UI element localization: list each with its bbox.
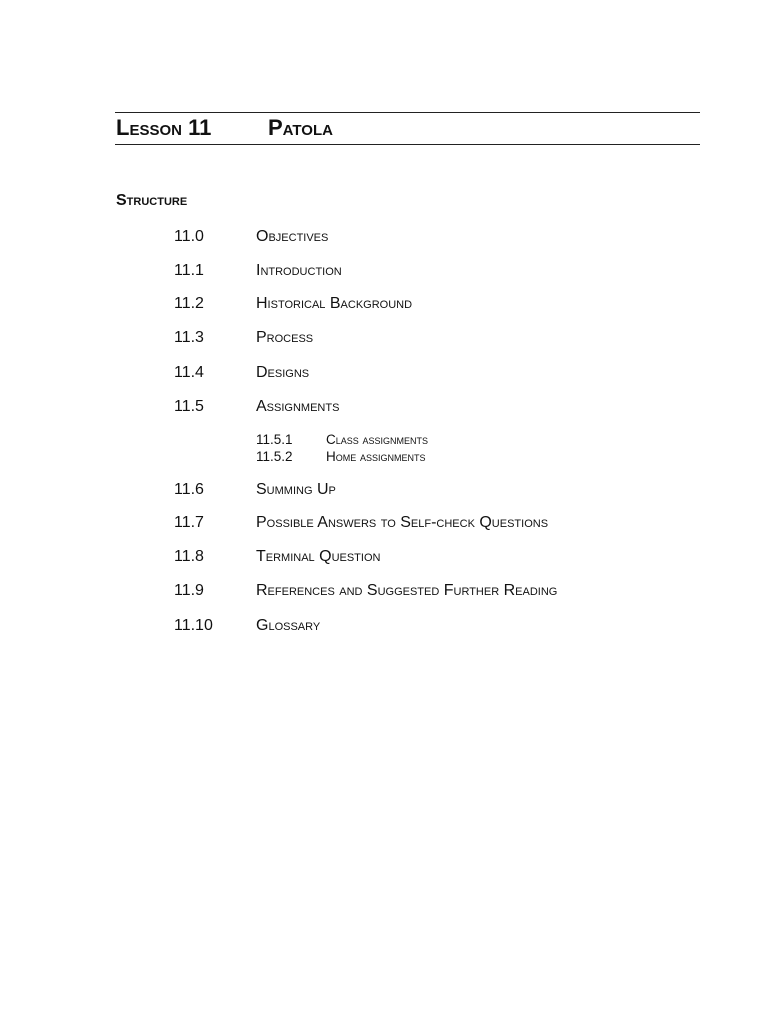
toc-item-number: 11.5 xyxy=(174,398,204,415)
toc-item-title: Introduction xyxy=(256,262,342,279)
toc-item-title: Glossary xyxy=(256,617,321,634)
lesson-heading xyxy=(116,113,333,143)
toc-item-number: 11.8 xyxy=(174,548,204,565)
toc-item-number: 11.10 xyxy=(174,617,213,634)
toc-subitem-class-assignments xyxy=(256,431,428,448)
toc-item-number: 11.9 xyxy=(174,582,204,599)
toc-item-summing-up xyxy=(174,479,336,501)
toc-item-title: Objectives xyxy=(256,228,329,245)
lesson-title: Patola xyxy=(268,115,333,140)
structure-heading: Structure xyxy=(116,192,188,209)
toc-item-title: Historical Background xyxy=(256,295,413,312)
toc-subitem-number: 11.5.2 xyxy=(256,449,293,464)
heading-bottom-rule xyxy=(115,144,700,145)
toc-item-introduction xyxy=(174,260,342,282)
toc-item-terminal-question xyxy=(174,546,380,568)
toc-item-title: References and Suggested Further Reading xyxy=(256,582,558,599)
toc-item-process xyxy=(174,327,313,349)
toc-item-objectives xyxy=(174,226,328,248)
toc-item-title: Summing Up xyxy=(256,481,336,498)
toc-item-possible-answers xyxy=(174,512,548,534)
toc-item-title: Process xyxy=(256,329,314,346)
toc-item-title: Possible Answers to Self-check Questions xyxy=(256,514,549,531)
toc-item-number: 11.7 xyxy=(174,514,204,531)
toc-item-historical-background xyxy=(174,293,412,315)
toc-subitem-title: Home assignments xyxy=(326,449,426,464)
toc-item-references xyxy=(174,580,557,602)
toc-item-number: 11.6 xyxy=(174,481,204,498)
toc-item-number: 11.2 xyxy=(174,295,204,312)
toc-item-assignments xyxy=(174,396,339,418)
toc-item-number: 11.4 xyxy=(174,364,204,381)
toc-item-designs xyxy=(174,362,309,384)
toc-item-title: Assignments xyxy=(256,398,340,415)
toc-item-glossary xyxy=(174,615,320,637)
toc-subitem-title: Class assignments xyxy=(326,432,429,447)
toc-subitem-home-assignments xyxy=(256,448,426,465)
lesson-label: Lesson 11 xyxy=(116,115,212,140)
toc-item-number: 11.0 xyxy=(174,228,204,245)
toc-subitem-number: 11.5.1 xyxy=(256,432,293,447)
toc-item-number: 11.3 xyxy=(174,329,204,346)
toc-item-number: 11.1 xyxy=(174,262,204,279)
toc-item-title: Terminal Question xyxy=(256,548,381,565)
toc-item-title: Designs xyxy=(256,364,310,381)
